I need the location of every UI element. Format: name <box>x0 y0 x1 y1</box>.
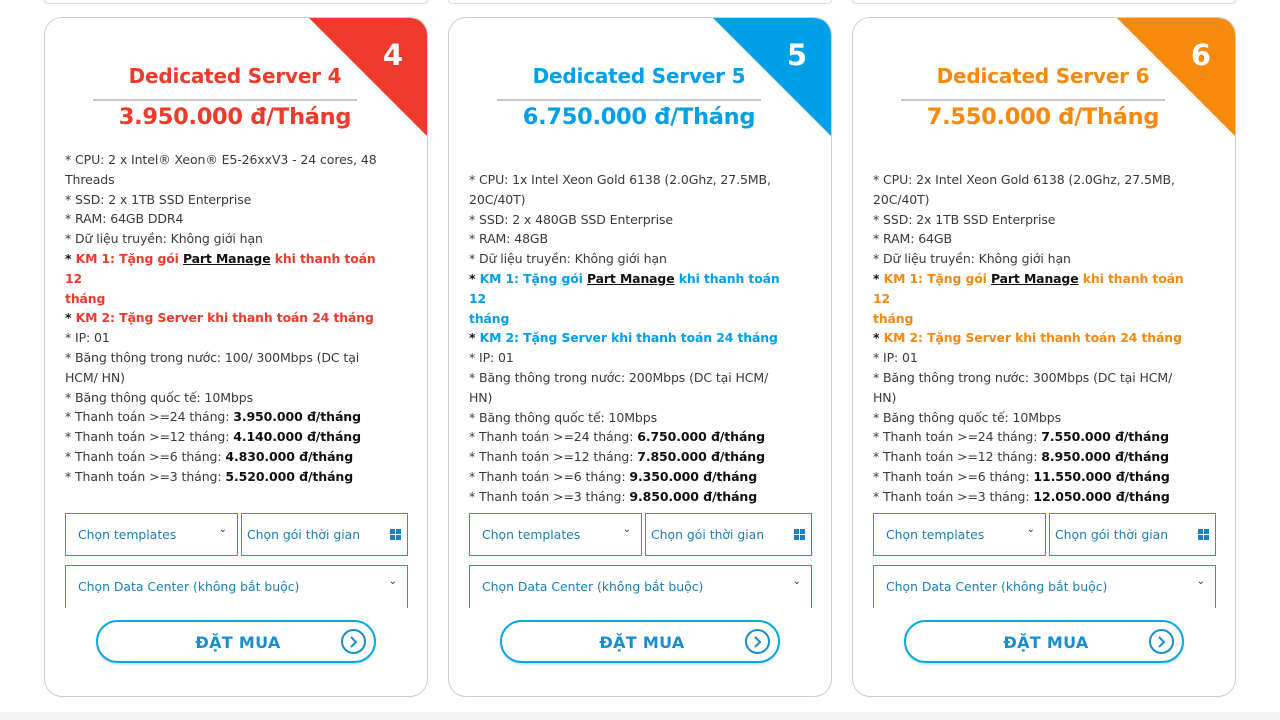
title-divider <box>497 99 761 101</box>
plan-price: 3.950.000 đ/Tháng <box>118 104 352 130</box>
spec-ip: * IP: 01 <box>873 350 918 366</box>
period-select[interactable]: Chọn gói thời gian <box>645 513 812 556</box>
promo-1-cont: tháng <box>65 290 106 306</box>
spec-ssd: * SSD: 2 x 480GB SSD Enterprise <box>469 211 673 227</box>
plan-number: 6 <box>1190 38 1211 72</box>
period-select[interactable]: Chọn gói thời gian <box>1049 513 1216 556</box>
spec-bandwidth-domestic-cont: HN) <box>873 389 897 405</box>
pay-term-6: * Thanh toán >=6 tháng: 4.830.000 đ/tháng <box>65 448 354 464</box>
period-select[interactable]: Chọn gói thời gian <box>241 513 408 556</box>
spec-ssd: * SSD: 2 x 1TB SSD Enterprise <box>65 191 252 207</box>
spec-cpu-cont: Threads <box>65 171 115 187</box>
plan-number: 4 <box>382 38 403 72</box>
pay-term-12: * Thanh toán >=12 tháng: 7.850.000 đ/tháng <box>469 449 765 465</box>
pay-term-24: * Thanh toán >=24 tháng: 7.550.000 đ/tháng <box>873 429 1169 445</box>
plan-price: 7.550.000 đ/Tháng <box>926 104 1160 130</box>
spec-bandwidth-intl: * Băng thông quốc tế: 10Mbps <box>65 389 253 405</box>
grid-icon <box>1198 529 1209 540</box>
order-button[interactable]: ĐẶT MUA <box>96 620 376 663</box>
grid-icon <box>390 529 401 540</box>
templates-select[interactable]: Chọn templates ⌄ <box>469 513 642 556</box>
spec-bandwidth-domestic: * Băng thông trong nước: 300Mbps (DC tại HCM/ <box>873 369 1173 385</box>
spec-cpu-cont: 20C/40T) <box>873 191 930 207</box>
order-button[interactable]: ĐẶT MUA <box>904 620 1184 663</box>
order-button[interactable]: ĐẶT MUA <box>500 620 780 663</box>
plan-specs <box>873 170 1203 507</box>
arrow-right-circle-icon <box>745 629 770 654</box>
plan-card-5 <box>448 17 832 697</box>
plan-price: 6.750.000 đ/Tháng <box>522 104 756 130</box>
pay-term-24: * Thanh toán >=24 tháng: 3.950.000 đ/tháng <box>65 409 361 425</box>
plan-title: Dedicated Server 6 <box>936 64 1150 88</box>
promo-1: * KM 1: Tặng gói Part Manage khi thanh toán 12 <box>873 270 1184 306</box>
promo-1: * KM 1: Tặng gói Part Manage khi thanh toán 12 <box>65 250 376 286</box>
chevron-down-icon: ⌄ <box>622 524 631 535</box>
spec-bandwidth-domestic: * Băng thông trong nước: 200Mbps (DC tại HCM/ <box>469 369 769 385</box>
plan-title: Dedicated Server 4 <box>128 64 342 88</box>
pay-term-6: * Thanh toán >=6 tháng: 11.550.000 đ/tháng <box>873 468 1170 484</box>
next-section-edge <box>0 712 1280 720</box>
title-divider <box>93 99 357 101</box>
promo-1-cont: tháng <box>469 310 510 326</box>
part-manage-link[interactable]: Part Manage <box>587 270 675 286</box>
plan-card-4 <box>44 17 428 697</box>
spec-bandwidth-domestic-cont: HCM/ HN) <box>65 369 125 385</box>
spec-cpu: * CPU: 2 x Intel® Xeon® E5-26xxV3 - 24 cores, 48 <box>65 152 377 167</box>
plan-number: 5 <box>786 38 807 72</box>
promo-2: * KM 2: Tặng Server khi thanh toán 24 tháng <box>873 330 1182 346</box>
spec-bandwidth-domestic: * Băng thông trong nước: 100/ 300Mbps (DC tại <box>65 349 360 365</box>
chevron-down-icon: ⌄ <box>1026 524 1035 535</box>
arrow-right-circle-icon <box>1149 629 1174 654</box>
spec-ssd: * SSD: 2x 1TB SSD Enterprise <box>873 211 1056 227</box>
promo-2: * KM 2: Tặng Server khi thanh toán 24 tháng <box>65 310 374 326</box>
plan-specs <box>469 170 799 507</box>
chevron-down-icon: ⌄ <box>388 576 397 587</box>
chevron-down-icon: ⌄ <box>218 524 227 535</box>
arrow-right-circle-icon <box>341 629 366 654</box>
datacenter-select[interactable]: Chọn Data Center (không bắt buộc) ⌄ <box>873 565 1216 608</box>
templates-select[interactable]: Chọn templates ⌄ <box>65 513 238 556</box>
spec-bandwidth-domestic-cont: HN) <box>469 389 493 405</box>
spec-cpu: * CPU: 1x Intel Xeon Gold 6138 (2.0Ghz, 27.5MB, <box>469 172 771 187</box>
spec-data-transfer: * Dữ liệu truyền: Không giới hạn <box>469 251 667 267</box>
chevron-down-icon: ⌄ <box>792 576 801 587</box>
title-divider <box>901 99 1165 101</box>
pay-term-12: * Thanh toán >=12 tháng: 8.950.000 đ/tháng <box>873 449 1169 465</box>
spec-cpu: * CPU: 2x Intel Xeon Gold 6138 (2.0Ghz, 27.5MB, <box>873 172 1175 187</box>
pay-term-3: * Thanh toán >=3 tháng: 9.850.000 đ/tháng <box>469 488 758 504</box>
plan-title: Dedicated Server 5 <box>532 64 746 88</box>
spec-ram: * RAM: 48GB <box>469 231 548 247</box>
spec-ram: * RAM: 64GB <box>873 231 952 247</box>
spec-ram: * RAM: 64GB DDR4 <box>65 211 184 227</box>
plan-specs <box>65 150 395 487</box>
promo-1-cont: tháng <box>873 310 914 326</box>
spec-ip: * IP: 01 <box>469 350 514 366</box>
spec-cpu-cont: 20C/40T) <box>469 191 526 207</box>
previous-section-edge <box>40 0 1240 6</box>
pay-term-6: * Thanh toán >=6 tháng: 9.350.000 đ/tháng <box>469 468 758 484</box>
part-manage-link[interactable]: Part Manage <box>183 250 271 266</box>
plan-card-6 <box>852 17 1236 697</box>
promo-1: * KM 1: Tặng gói Part Manage khi thanh toán 12 <box>469 270 780 306</box>
pay-term-12: * Thanh toán >=12 tháng: 4.140.000 đ/tháng <box>65 429 361 445</box>
spec-bandwidth-intl: * Băng thông quốc tế: 10Mbps <box>469 409 657 425</box>
spec-ip: * IP: 01 <box>65 330 110 346</box>
spec-bandwidth-intl: * Băng thông quốc tế: 10Mbps <box>873 409 1061 425</box>
chevron-down-icon: ⌄ <box>1196 576 1205 587</box>
spec-data-transfer: * Dữ liệu truyền: Không giới hạn <box>65 231 263 247</box>
part-manage-link[interactable]: Part Manage <box>991 270 1079 286</box>
promo-2: * KM 2: Tặng Server khi thanh toán 24 tháng <box>469 330 778 346</box>
pay-term-3: * Thanh toán >=3 tháng: 12.050.000 đ/tháng <box>873 488 1170 504</box>
pay-term-24: * Thanh toán >=24 tháng: 6.750.000 đ/tháng <box>469 429 765 445</box>
pay-term-3: * Thanh toán >=3 tháng: 5.520.000 đ/tháng <box>65 468 354 484</box>
datacenter-select[interactable]: Chọn Data Center (không bắt buộc) ⌄ <box>469 565 812 608</box>
templates-select[interactable]: Chọn templates ⌄ <box>873 513 1046 556</box>
datacenter-select[interactable]: Chọn Data Center (không bắt buộc) ⌄ <box>65 565 408 608</box>
spec-data-transfer: * Dữ liệu truyền: Không giới hạn <box>873 251 1071 267</box>
grid-icon <box>794 529 805 540</box>
